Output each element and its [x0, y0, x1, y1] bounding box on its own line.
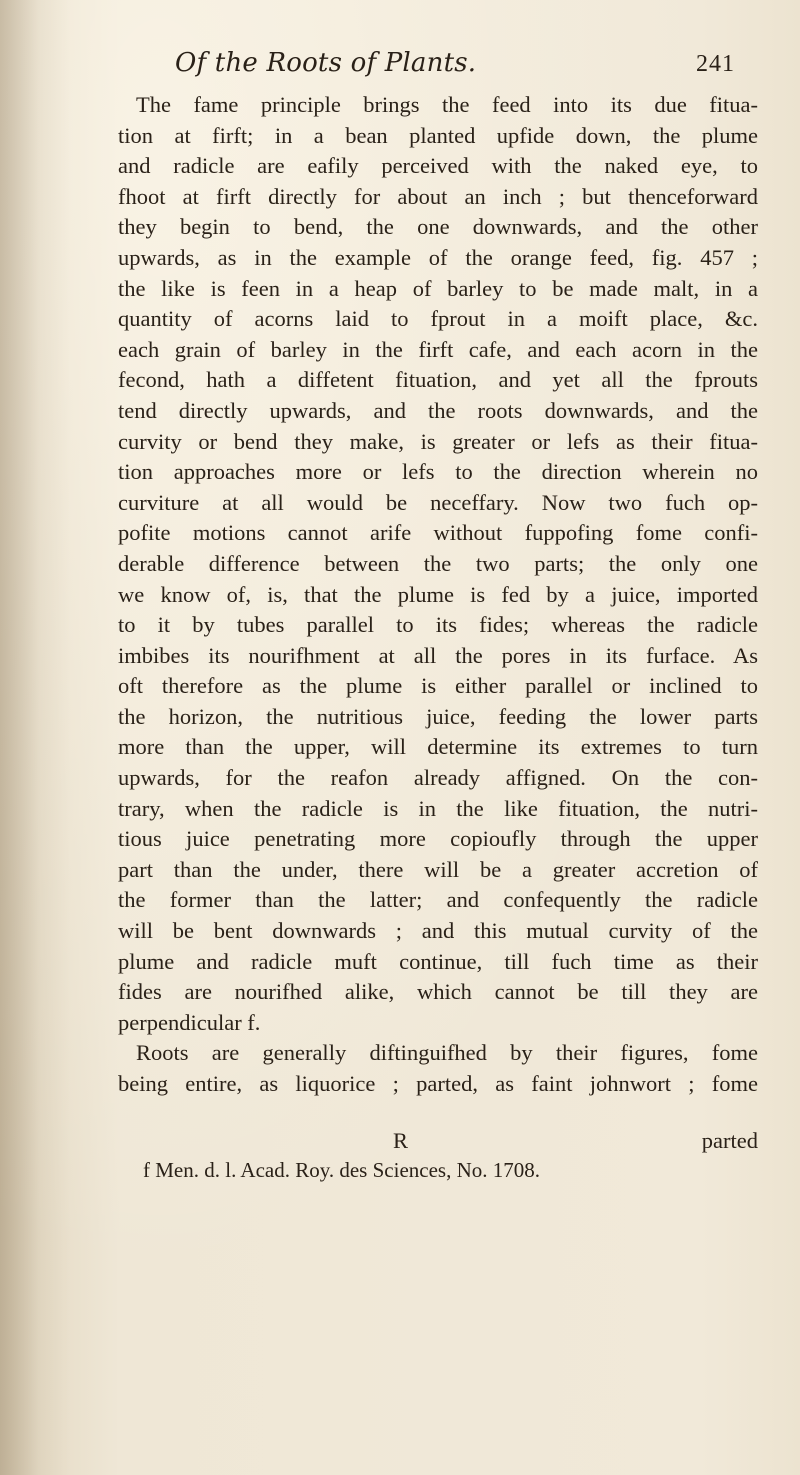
- text-line: the former than the latter; and confequently the radicle: [118, 887, 758, 913]
- text-line: upwards, as in the example of the orange feed, fig. 457 ;: [118, 244, 758, 270]
- text-line: fecond, hath a diffetent fituation, and yet all the fprouts: [118, 367, 758, 393]
- text-line: tend directly upwards, and the roots downwards, and the: [118, 397, 758, 423]
- text-line: pofite motions cannot arife without fuppofing fome confi-: [118, 520, 758, 546]
- text-line: curviture at all would be neceffary. Now two fuch op-: [118, 489, 758, 515]
- text-line: part than the under, there will be a greater accretion of: [118, 856, 758, 882]
- text-line: oft therefore as the plume is either parallel or inclined to: [118, 673, 758, 699]
- text-line: The fame principle brings the feed into its due fitua-: [136, 92, 758, 117]
- text-line: each grain of barley in the firft cafe, and each acorn in the: [118, 336, 758, 362]
- binding-gutter-shadow: [0, 0, 70, 1475]
- text-line: upwards, for the reafon already affigned. On the con-: [118, 765, 758, 791]
- signature-mark: R: [393, 1128, 409, 1153]
- text-line: trary, when the radicle is in the like fituation, the nutri-: [118, 795, 758, 821]
- text-line: quantity of acorns laid to fprout in a moift place, &c.: [118, 306, 758, 332]
- text-line: derable difference between the two parts; the only one: [118, 550, 758, 576]
- text-line: tion at firft; in a bean planted upfide down, the plume: [118, 122, 758, 148]
- text-line: plume and radicle muft continue, till fuch time as their: [118, 948, 758, 974]
- text-line: the horizon, the nutritious juice, feeding the lower parts: [118, 703, 758, 729]
- text-line: Roots are generally diftinguifhed by their figures, fome: [136, 1040, 758, 1066]
- text-line: and radicle are eafily perceived with the naked eye, to: [118, 153, 758, 179]
- catch-row: [118, 1128, 758, 1158]
- text-line: will be bent downwards ; and this mutual curvity of the: [118, 918, 758, 944]
- text-line: we know of, is, that the plume is fed by a juice, imported: [118, 581, 758, 607]
- text-line: curvity or bend they make, is greater or lefs as their fitua-: [118, 428, 758, 454]
- text-line: they begin to bend, the one downwards, and the other: [118, 214, 758, 240]
- text-line: more than the upper, will determine its extremes to turn: [118, 734, 758, 760]
- text-line: fhoot at firft directly for about an inch ; but thenceforward: [118, 183, 758, 209]
- text-line: perpendicular f.: [118, 1009, 261, 1035]
- body-text: [118, 90, 758, 1100]
- page-header: [175, 48, 735, 88]
- paragraph: [118, 90, 758, 1038]
- text-line: fides are nourifhed alike, which cannot be till they are: [118, 979, 758, 1005]
- text-line: being entire, as liquorice ; parted, as faint johnwort ; fome: [118, 1071, 758, 1096]
- running-head: Of the Roots of Plants.: [175, 48, 477, 78]
- text-line: to it by tubes parallel to its fides; whereas the radicle: [118, 612, 758, 638]
- footnote: f Men. d. l. Acad. Roy. des Sciences, No. 1708.: [143, 1158, 540, 1182]
- text-line: tion approaches more or lefs to the direction wherein no: [118, 459, 758, 485]
- paragraph: [118, 1038, 758, 1099]
- catchword: parted: [701, 1128, 758, 1153]
- page-number: 241: [696, 51, 735, 77]
- text-line: the like is feen in a heap of barley to be made malt, in a: [118, 275, 758, 301]
- text-line: tious juice penetrating more copioufly through the upper: [118, 826, 758, 852]
- text-line: imbibes its nourifhment at all the pores in its furface. As: [118, 642, 758, 668]
